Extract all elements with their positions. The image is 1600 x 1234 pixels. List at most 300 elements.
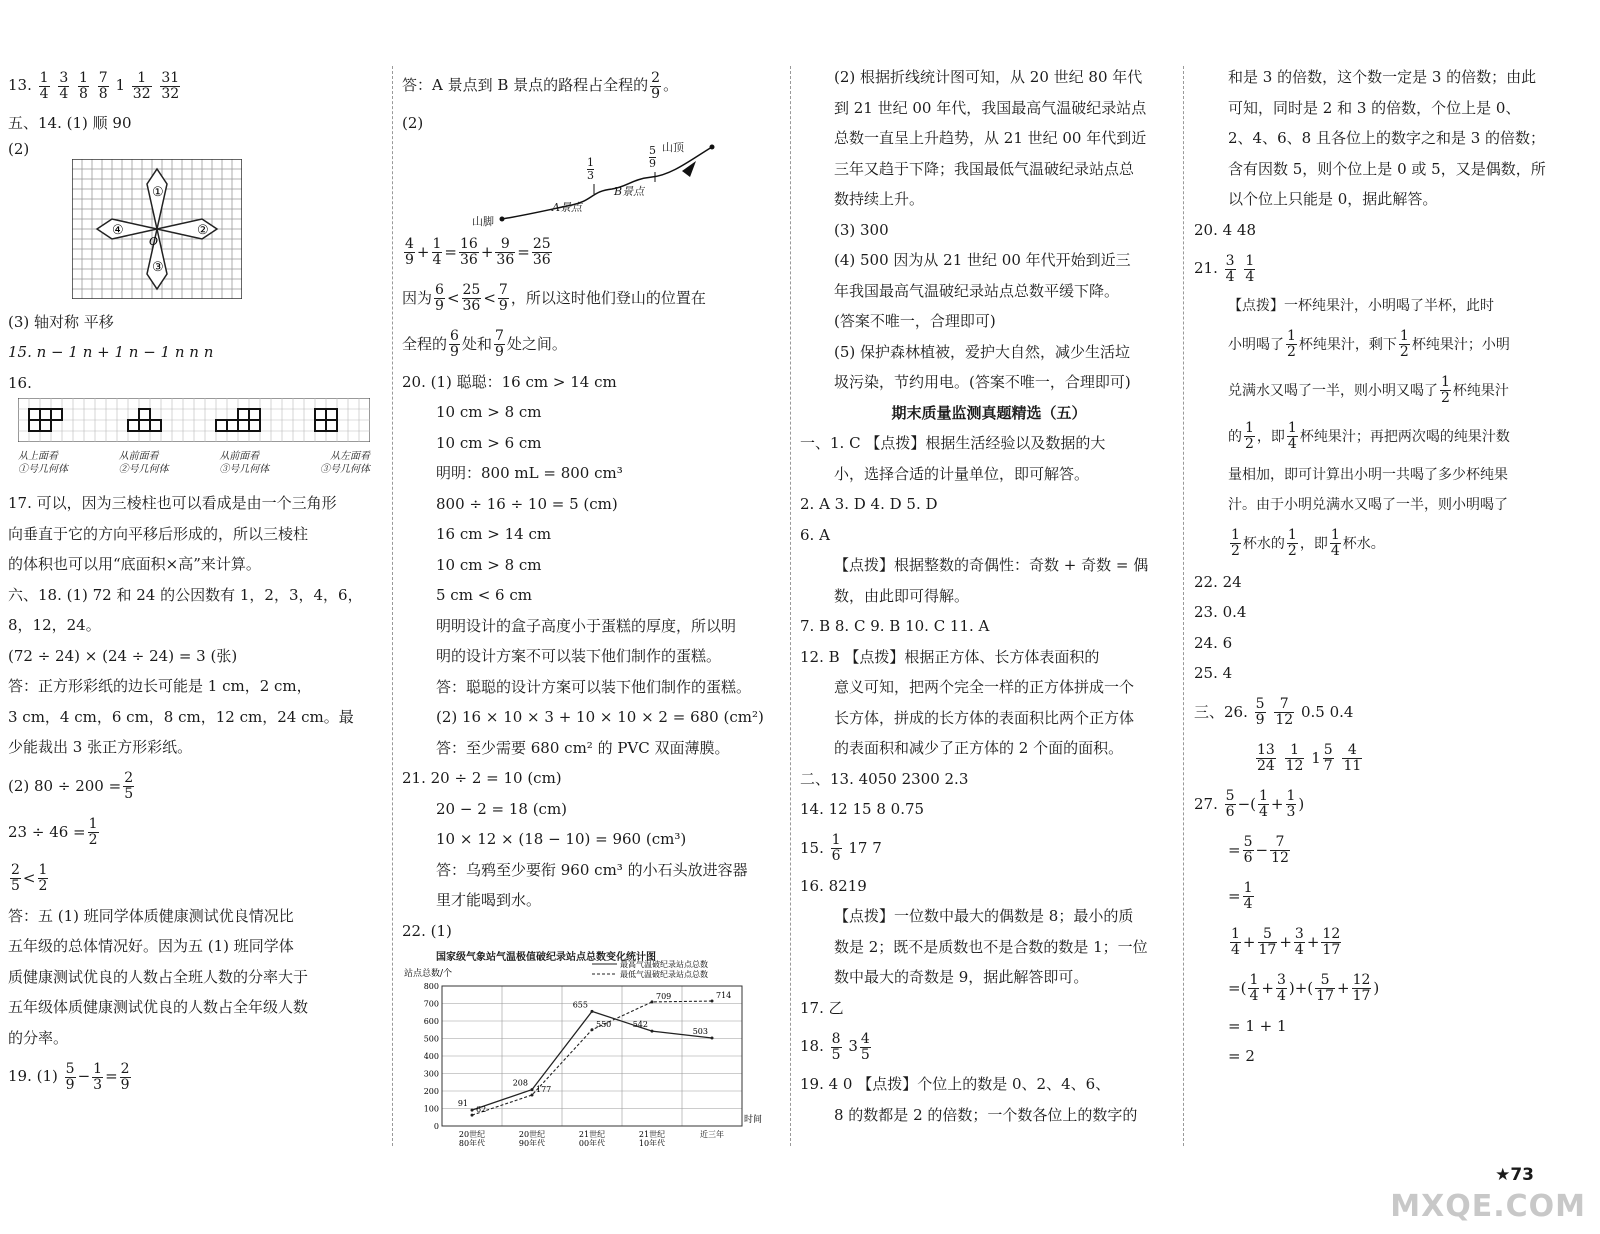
denominator: 2 [1287, 344, 1296, 360]
numerator: 1 [1245, 420, 1254, 436]
text: ，即 [1299, 535, 1328, 552]
fraction [462, 283, 482, 314]
denominator: 36 [532, 252, 551, 268]
label-1: ① [152, 184, 164, 200]
text-line: 的表面积和减少了正方体的 2 个面的面积。 [834, 739, 1124, 757]
fraction [498, 283, 509, 314]
numerator: 1 [1287, 420, 1297, 436]
q18-answer: 的分率。 [8, 1028, 69, 1047]
column-divider [1183, 66, 1184, 1146]
text: 杯纯果汁 [1452, 382, 1509, 399]
numerator: 1 [1245, 252, 1255, 269]
text-line: (5) 保护森林植被，爱护大自然，减少生活垃 [834, 342, 1131, 361]
q26-line [1194, 689, 1564, 735]
text-line: 2、4、6、8 且各位上的数字之和是 3 的倍数； [1228, 129, 1546, 147]
fraction [1230, 528, 1241, 559]
text-line: 二、13. 4050 2300 2.3 [800, 769, 969, 788]
column-4 [1194, 62, 1564, 1072]
denominator: 3 [587, 168, 594, 182]
text-line: 25. 4 [1194, 664, 1233, 682]
text: 0.5 0.4 [1300, 702, 1354, 721]
y-tick-label: 500 [423, 1034, 439, 1044]
q18-answer: 质健康测试优良的人数占全班人数的分率大于 [8, 967, 309, 986]
answer-line [402, 62, 782, 108]
fraction [1352, 973, 1372, 1004]
operator: ) [1298, 794, 1305, 813]
operator: − [1255, 840, 1269, 859]
view-solid: ③号几何体 [219, 464, 270, 475]
operator: + [1336, 978, 1350, 997]
view-caption [219, 450, 269, 476]
denominator: 9 [498, 298, 508, 314]
numerator: 1 [132, 71, 152, 87]
operator: ( [1250, 794, 1256, 813]
numerator: 1 [39, 69, 49, 86]
answer-value: 1 [115, 76, 125, 94]
operator: = [105, 1067, 118, 1085]
fraction [1294, 927, 1305, 958]
operator: < [22, 868, 36, 887]
text-line: 数持续上升。 [834, 190, 925, 208]
view-title: 从左面看 [329, 451, 370, 462]
text-line: 数是 2；既不是质数也不是合数的数是 1；一位 [834, 937, 1148, 956]
view-solid: ③号几何体 [319, 464, 370, 475]
fraction [1342, 743, 1362, 774]
fraction [1225, 789, 1236, 820]
denominator: 8 [79, 85, 88, 102]
note-line [1194, 521, 1564, 567]
view-caption [119, 450, 169, 476]
fraction [1248, 973, 1259, 1004]
q27-line: = 2 [1228, 1047, 1255, 1065]
summit-label: 山顶 [662, 140, 684, 154]
fraction [1286, 329, 1297, 360]
numerator: 3 [1276, 972, 1286, 988]
fraction [1270, 835, 1290, 866]
fraction [1256, 743, 1276, 774]
text-line: 17. 乙 [800, 998, 844, 1017]
view-caption [320, 450, 370, 476]
text: 。 [663, 76, 679, 94]
data-point [651, 1030, 654, 1033]
text-line: 24. 6 [1194, 633, 1233, 652]
text-line: 数，由此即可得解。 [834, 586, 970, 605]
fraction [1287, 421, 1298, 452]
chart-svg [402, 946, 772, 1146]
q22-label: 22. (1) [402, 921, 452, 940]
text-line: 【点拨】根据整数的奇偶性：奇数 + 奇数 = 偶 [834, 556, 1149, 574]
column-divider [392, 66, 393, 1146]
denominator: 5 [831, 1046, 841, 1063]
y-tick-label: 400 [423, 1052, 439, 1061]
text-line: 8 的数都是 2 的倍数；一个数各位上的数字的 [834, 1105, 1138, 1124]
mountain-path [402, 139, 782, 229]
denominator: 2 [88, 832, 98, 848]
numerator: 3 [59, 69, 69, 86]
view-grid [18, 398, 370, 442]
numerator: 2 [11, 862, 20, 878]
denominator: 4 [1330, 543, 1340, 559]
operator: + [1294, 978, 1308, 997]
expr: 23 ÷ 46 = [8, 822, 86, 841]
fraction [1287, 528, 1298, 559]
section-title: 期末质量监测真题精选（五） [891, 403, 1087, 422]
q14-part3: (3) 轴对称 平移 [8, 312, 114, 331]
text-line: 数中最大的奇数是 9，据此解答即可。 [834, 968, 1089, 986]
numerator: 5 [1315, 973, 1335, 989]
a-spot-label: A景点 [552, 200, 582, 214]
denominator: 2 [1399, 344, 1409, 360]
text: 18. [800, 1037, 824, 1055]
text-line: (2) 根据折线统计图可知，从 20 世纪 80 年代 [834, 68, 1143, 86]
operator: + [1270, 794, 1284, 813]
text-line: 19. 4 0 【点拨】个位上的数是 0、2、4、6、 [800, 1075, 1111, 1093]
numerator: 1 [432, 236, 442, 252]
x-tick-label-sub: 90年代 [518, 1139, 546, 1146]
fraction [831, 833, 842, 864]
denominator: 4 [1276, 988, 1286, 1004]
q20-line: 20. (1) 聪聪：16 cm > 14 cm [402, 372, 617, 391]
text: 21. [1194, 259, 1218, 277]
q21-line: 10 × 12 × (18 − 10) = 960 (cm³) [436, 830, 687, 848]
y-tick-label: 0 [433, 1122, 439, 1131]
q18-part2 [8, 763, 386, 809]
numerator: 1 [1259, 788, 1268, 804]
numerator: 25 [462, 282, 481, 298]
denominator: 36 [460, 252, 478, 268]
data-point [711, 1000, 714, 1003]
operator: = [517, 242, 530, 261]
text: 15. [800, 838, 824, 857]
x-tick-label: 20世纪 [518, 1130, 546, 1139]
denominator: 17 [1316, 988, 1334, 1004]
text-line: 小，选择合适的计量单位，即可解答。 [834, 464, 1090, 483]
numerator: 8 [831, 1030, 841, 1047]
q16: 16. [8, 373, 32, 392]
fraction [1258, 927, 1278, 958]
numerator: 6 [450, 328, 459, 344]
q18-line: 3 cm，4 cm，6 cm，8 cm，12 cm，24 cm。最 [8, 707, 354, 726]
denominator: 24 [1257, 758, 1275, 774]
x-tick-label: 21世纪 [638, 1130, 666, 1139]
text: 因为 [402, 288, 433, 307]
q21-line: 答：乌鸦至少要衔 960 cm³ 的小石头放进容器 [436, 860, 748, 879]
numerator: 5 [649, 143, 656, 157]
q21-line: 20 − 2 = 18 (cm) [436, 799, 568, 818]
operator: ) [1288, 978, 1295, 997]
numerator: 1 [93, 1060, 103, 1077]
q27-line [1194, 873, 1564, 919]
text-line: 三年又趋于下降；我国最低气温破纪录站点总 [834, 159, 1135, 178]
fraction [65, 1062, 76, 1093]
denominator: 12 [1285, 758, 1304, 774]
q18-part2 [8, 809, 386, 855]
denominator: 4 [39, 85, 49, 102]
comparison-line [402, 275, 782, 321]
data-point [471, 1114, 474, 1117]
numerator: 1 [1287, 527, 1297, 543]
denominator: 9 [435, 298, 444, 314]
label-3: ③ [152, 259, 164, 275]
data-label: 91 [457, 1099, 468, 1109]
text: 杯水的 [1242, 535, 1285, 552]
operator: ( [1307, 978, 1314, 997]
q13-line [8, 62, 386, 108]
fraction [1230, 927, 1241, 958]
fraction [1258, 789, 1269, 820]
text-line: 7. B 8. C 9. B 10. C 11. A [800, 617, 990, 635]
data-label: 709 [656, 991, 672, 1001]
numerator: 1 [587, 155, 594, 169]
data-label: 177 [536, 1085, 552, 1095]
q18-line: 8，12，24。 [8, 616, 101, 634]
data-label: 714 [716, 991, 732, 1001]
fraction [78, 71, 89, 102]
part-label: (2) [402, 114, 424, 132]
denominator: 17 [1258, 942, 1277, 958]
fraction [1276, 973, 1287, 1004]
data-point [531, 1094, 534, 1097]
operator: = [1228, 840, 1241, 859]
column-divider [790, 66, 791, 1146]
denominator: 6 [831, 848, 841, 864]
fraction [494, 329, 505, 360]
x-tick-label-sub: 10年代 [638, 1139, 666, 1146]
text-line: 20. 4 48 [1194, 220, 1257, 239]
fraction [38, 863, 49, 894]
numerator: 1 [1249, 972, 1259, 988]
y-tick-label: 100 [423, 1104, 439, 1114]
numerator: 5 [65, 1060, 75, 1077]
numerator: 4 [860, 1030, 870, 1047]
text: 杯水。 [1342, 535, 1385, 552]
denominator: 17 [1322, 942, 1341, 958]
denominator: 32 [132, 85, 151, 102]
sum-equation [402, 229, 782, 275]
denominator: 36 [462, 298, 481, 314]
fraction [404, 237, 415, 268]
numerator: 1 [1231, 926, 1240, 942]
q20-line: 10 cm > 6 cm [436, 433, 542, 452]
q21-line [1194, 245, 1564, 291]
numerator: 1 [831, 832, 841, 848]
operator: − [1237, 794, 1251, 813]
fraction [831, 1032, 842, 1063]
q21-line: 21. 20 ÷ 2 = 10 (cm) [402, 769, 562, 787]
text: 的 [1228, 428, 1242, 445]
data-point [591, 1010, 594, 1013]
denominator: 9 [65, 1076, 75, 1093]
numerator: 1 [1330, 527, 1340, 543]
denominator: 32 [161, 85, 180, 102]
denominator: 5 [124, 786, 134, 802]
q14-part1: 五、14. (1) 顺 90 [8, 114, 132, 132]
data-point [711, 1036, 714, 1039]
numerator: 1 [1285, 743, 1305, 759]
text-line: 长方体，拼成的长方体的表面积比两个正方体 [834, 708, 1135, 727]
numerator: 4 [1342, 743, 1362, 759]
denominator: 9 [1255, 712, 1265, 728]
denominator: 4 [432, 252, 442, 268]
text-line: 意义可知，把两个完全一样的正方体拼成一个 [834, 678, 1135, 696]
numerator: 5 [1243, 834, 1253, 850]
q20-line: 10 cm > 8 cm [436, 403, 542, 421]
text-line: 一、1. C 【点拨】根据生活经验以及数据的大 [800, 434, 1106, 452]
base-label: 山脚 [472, 214, 494, 228]
text-line: 和是 3 的倍数，这个数一定是 3 的倍数；由此 [1228, 68, 1537, 86]
view-title: 从前面看 [219, 451, 260, 462]
x-axis-label: 时间 [744, 1115, 763, 1125]
note-line: 汁。由于小明兑满水又喝了一半，则小明喝了 [1228, 497, 1508, 513]
fraction [532, 237, 552, 268]
numerator: 12 [1352, 972, 1371, 988]
note-line [1194, 368, 1564, 414]
fraction [459, 237, 479, 268]
comparison-line [402, 321, 782, 367]
fraction [1440, 375, 1451, 406]
operator: + [416, 242, 430, 261]
q21-line: 里才能喝到水。 [436, 891, 542, 909]
fraction [1330, 528, 1341, 559]
text-line: 以个位上只能是 0，据此解答。 [1228, 190, 1438, 208]
view-title: 从前面看 [118, 451, 159, 462]
numerator: 1 [1399, 328, 1409, 344]
text: 杯纯果汁，剩下 [1298, 336, 1397, 353]
text-line: 【点拨】一位数中最大的偶数是 8；最小的质 [834, 907, 1134, 925]
operator: + [1279, 932, 1292, 951]
fraction [434, 283, 445, 314]
q20-line: 明明：800 mL = 800 cm³ [436, 464, 623, 482]
denominator: 4 [1259, 804, 1268, 820]
denominator: 3 [93, 1076, 103, 1093]
numerator: 7 [98, 69, 108, 86]
denominator: 17 [1352, 988, 1371, 1004]
numerator: 7 [1274, 697, 1294, 713]
fraction [432, 237, 443, 268]
numerator: 1 [1286, 788, 1296, 804]
denominator: 9 [649, 156, 656, 170]
view-figures [18, 398, 386, 488]
y-tick-label: 700 [423, 999, 439, 1009]
denominator: 6 [1243, 850, 1253, 866]
view-title: 从上面看 [18, 451, 58, 462]
numerator: 6 [435, 282, 444, 298]
numerator: 3 [1225, 252, 1235, 269]
q20-line: (2) 16 × 10 × 3 + 10 × 10 × 2 = 680 (cm²) [436, 708, 764, 726]
operator: < [446, 288, 460, 307]
numerator: 7 [494, 328, 504, 344]
q27-line [1194, 965, 1564, 1011]
numerator: 4 [405, 236, 414, 252]
denominator: 4 [1287, 436, 1297, 452]
numerator: 5 [1258, 927, 1278, 943]
line-chart [402, 946, 772, 1146]
text-line: 总数一直呈上升趋势，从 21 世纪 00 年代到近 [834, 129, 1147, 147]
denominator: 4 [1243, 896, 1253, 912]
text-line: 6. A [800, 525, 830, 544]
text: 杯纯果汁；小明 [1411, 336, 1510, 353]
text: 三、26. [1194, 702, 1248, 721]
note-line [1194, 322, 1564, 368]
fraction [1315, 973, 1335, 1004]
text-line: 圾污染，节约用电。(答案不唯一，合理即可) [834, 373, 1131, 391]
q18-line: 少能裁出 3 张正方形彩纸。 [8, 738, 193, 756]
text: 杯纯果汁；再把两次喝的纯果汁数 [1299, 428, 1510, 445]
q20-line: 5 cm < 6 cm [436, 586, 532, 604]
operator: = [1228, 886, 1241, 905]
q17-line: 向垂直于它的方向平移后形成的，所以三棱柱 [8, 524, 309, 543]
numerator: 3 [1294, 926, 1304, 942]
numerator: 2 [651, 69, 661, 86]
denominator: 4 [1294, 942, 1304, 958]
fraction [1255, 697, 1266, 728]
q15: 15. n − 1 n + 1 n − 1 n n n [8, 343, 214, 361]
data-label: 503 [692, 1026, 708, 1036]
q18-part2 [8, 855, 386, 901]
q26-line [1194, 735, 1564, 781]
note-line: 量相加，即可计算出小明一共喝了多少杯纯果 [1228, 466, 1508, 483]
numerator: 7 [498, 282, 508, 298]
numerator: 13 [1257, 742, 1275, 758]
numerator: 12 [1322, 926, 1341, 942]
view-solid: ①号几何体 [18, 464, 68, 475]
text-line: 14. 12 15 8 0.75 [800, 800, 925, 818]
fraction [1244, 421, 1255, 452]
q18-answer: 五年级体质健康测试优良的人数占全年级人数 [8, 998, 309, 1016]
numerator: 1 [79, 69, 88, 86]
column-2 [402, 62, 782, 1146]
data-point [591, 1028, 594, 1031]
denominator: 11 [1343, 758, 1362, 774]
q20-line: 10 cm > 8 cm [436, 555, 542, 574]
numerator: 2 [124, 770, 134, 786]
numerator: 1 [88, 816, 98, 832]
grid-figure [72, 159, 386, 307]
x-tick-label-sub: 00年代 [578, 1139, 606, 1146]
numerator: 1 [38, 862, 48, 878]
operator: ) [1373, 978, 1380, 997]
q17-line: 的体积也可以用“底面积×高”来计算。 [8, 555, 261, 573]
q17-line: 17. 可以，因为三棱柱也可以看成是由一个三角形 [8, 494, 337, 512]
denominator: 4 [1245, 268, 1255, 285]
text: 答：A 景点到 B 景点的路程占全程的 [402, 76, 649, 94]
text: 17 7 [848, 838, 882, 857]
q27-line: = 1 + 1 [1228, 1016, 1287, 1035]
fraction [1323, 743, 1334, 774]
column-3 [800, 62, 1178, 1130]
denominator: 5 [860, 1046, 870, 1063]
operator: = [444, 242, 457, 261]
denominator: 4 [1225, 268, 1235, 285]
q18-answer: 答：五 (1) 班同学体质健康测试优良情况比 [8, 906, 294, 925]
column-1 [8, 62, 386, 1099]
fraction [1274, 697, 1294, 728]
text: 处和 [461, 334, 492, 353]
note-line [1194, 414, 1564, 460]
x-tick-label: 21世纪 [578, 1130, 606, 1139]
q20-line: 800 ÷ 16 ÷ 10 = 5 (cm) [436, 494, 618, 513]
y-tick-label: 600 [423, 1017, 439, 1026]
q20-line: 16 cm > 14 cm [436, 525, 552, 543]
fraction [1225, 254, 1236, 285]
q27-line [1194, 827, 1564, 873]
numerator: 1 [1243, 880, 1253, 896]
denominator: 12 [1275, 712, 1294, 728]
denominator: 36 [496, 252, 515, 268]
numerator: 7 [1270, 835, 1290, 851]
denominator: 4 [1231, 942, 1240, 958]
y-tick-label: 200 [423, 1087, 439, 1096]
